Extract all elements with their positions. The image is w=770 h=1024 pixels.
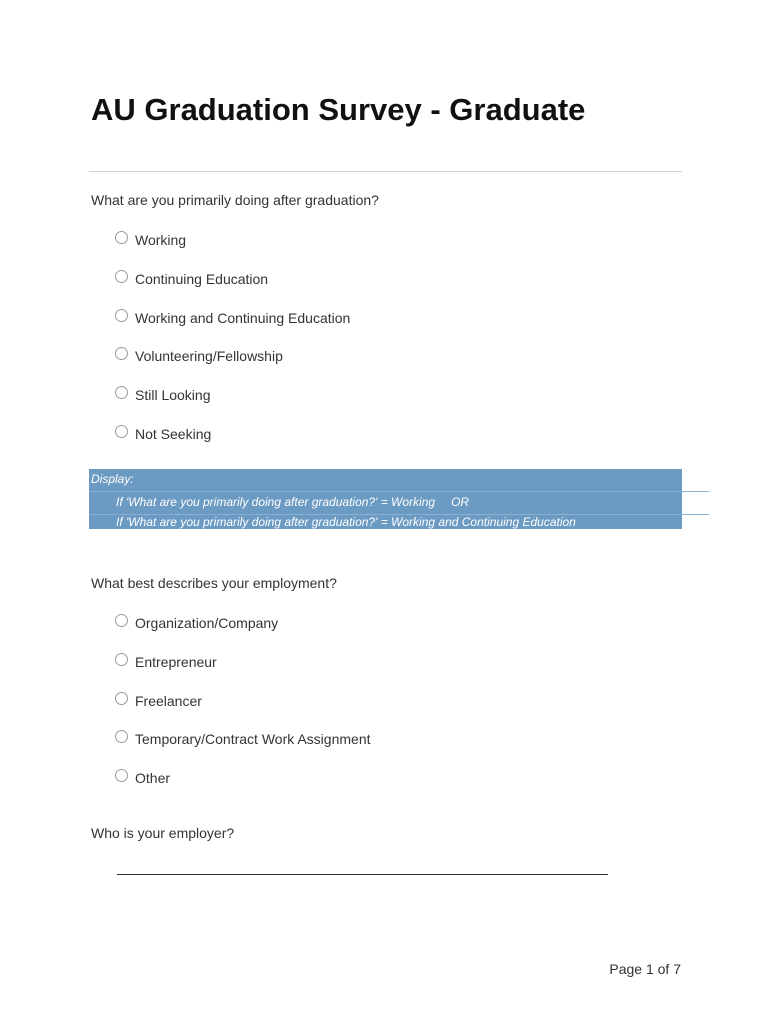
option-label: Working and Continuing Education [135, 309, 351, 326]
condition-joiner: OR [451, 495, 470, 509]
radio-button[interactable] [115, 653, 128, 666]
display-logic-label: Display: [91, 472, 134, 486]
page-number: Page 1 of 7 [609, 961, 681, 977]
condition-text: If 'What are you primarily doing after graduation?' = Working [116, 495, 436, 509]
radio-button[interactable] [115, 692, 128, 705]
question-employer: Who is your employer? [91, 825, 235, 841]
display-logic-box [89, 469, 682, 529]
radio-button[interactable] [115, 347, 128, 360]
option-still-looking[interactable] [115, 385, 350, 424]
options-primary-activity [115, 230, 350, 463]
option-label: Continuing Education [135, 270, 269, 287]
option-label: Volunteering/Fellowship [135, 348, 283, 365]
radio-button[interactable] [115, 309, 128, 322]
display-logic-condition [89, 491, 709, 512]
option-label: Other [135, 770, 171, 787]
option-freelancer[interactable] [115, 691, 371, 730]
option-temporary-contract[interactable] [115, 729, 371, 768]
options-employment-type [115, 613, 371, 807]
radio-button[interactable] [115, 769, 128, 782]
option-label: Not Seeking [135, 425, 212, 442]
radio-button[interactable] [115, 614, 128, 627]
option-working[interactable] [115, 230, 350, 269]
radio-button[interactable] [115, 425, 128, 438]
option-label: Working [135, 232, 187, 248]
option-organization-company[interactable] [115, 613, 371, 652]
option-other[interactable] [115, 768, 371, 807]
option-label: Still Looking [135, 387, 211, 404]
radio-button[interactable] [115, 730, 128, 743]
question-employment-type: What best describes your employment? [91, 575, 337, 591]
question-primary-activity: What are you primarily doing after graduation? [91, 192, 379, 208]
option-entrepreneur[interactable] [115, 652, 371, 691]
option-label: Temporary/Contract Work Assignment [135, 731, 371, 748]
survey-title: AU Graduation Survey - Graduate [91, 92, 586, 127]
display-logic-condition: If 'What are you primarily doing after graduation?' = Working and Continuing Education [89, 514, 709, 530]
option-label: Freelancer [135, 692, 202, 709]
radio-button[interactable] [115, 270, 128, 283]
radio-button[interactable] [115, 231, 128, 244]
option-working-and-continuing-education[interactable] [115, 308, 350, 347]
option-label: Entrepreneur [135, 653, 217, 670]
option-label: Organization/Company [135, 615, 279, 631]
title-divider [89, 171, 682, 172]
radio-button[interactable] [115, 386, 128, 399]
employer-answer-line[interactable] [117, 874, 608, 875]
option-not-seeking[interactable] [115, 424, 350, 463]
option-continuing-education[interactable] [115, 269, 350, 308]
option-volunteering-fellowship[interactable] [115, 346, 350, 385]
